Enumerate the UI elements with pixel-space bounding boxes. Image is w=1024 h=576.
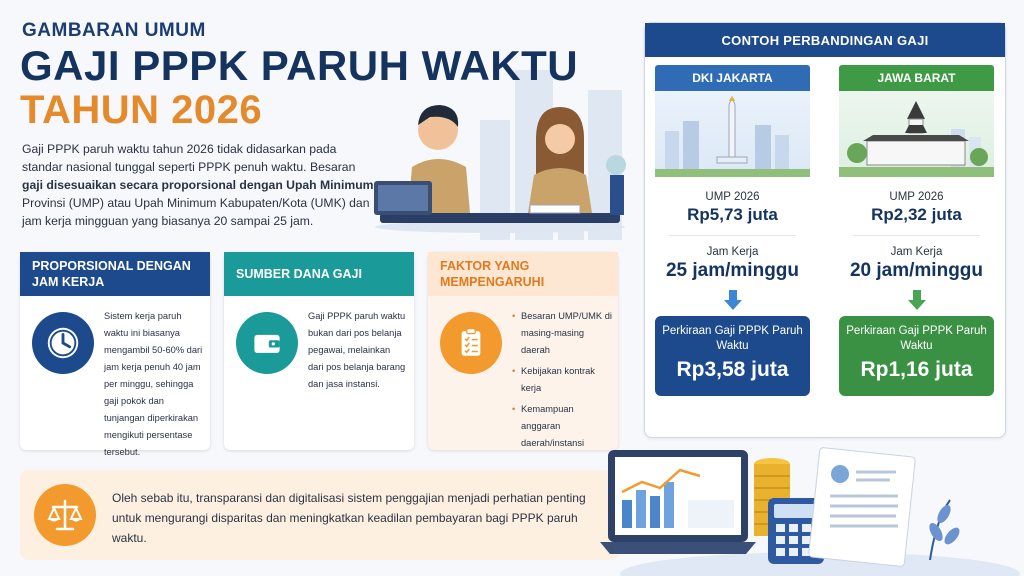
card-text: Gaji PPPK paruh waktu bukan dari pos belanja pegawai, melainkan dari pos belanja barang dan jasa instansi.	[308, 311, 406, 389]
factors-list	[512, 308, 612, 456]
hours-value: 25 jam/minggu	[665, 260, 800, 281]
result-label: Perkiraan Gaji PPPK Paruh Waktu	[662, 325, 803, 352]
scales-of-justice-icon	[34, 484, 96, 546]
ump-label: UMP 2026	[889, 191, 944, 203]
card-title: FAKTOR YANG MEMPENGARUHI	[428, 252, 618, 296]
clipboard-checklist-icon	[440, 312, 502, 374]
comparison-title: CONTOH PERBANDINGAN GAJI	[645, 23, 1005, 57]
region-column-jawa-barat	[839, 65, 994, 427]
region-name: DKI JAKARTA	[655, 65, 810, 91]
finance-devices-illustration	[600, 440, 1024, 576]
card-factors	[428, 252, 618, 450]
region-column-jakarta	[655, 65, 810, 427]
result-value: Rp3,58 juta	[676, 358, 789, 381]
result-label: Perkiraan Gaji PPPK Paruh Waktu	[846, 325, 987, 352]
conclusion-text: Oleh sebab itu, transparansi dan digitalisasi sistem penggajian menjadi perhatian penting untuk mengurangi disparitas dan meningkatkan keadilan pembayaran bagi PPPK paruh waktu.	[112, 491, 586, 545]
card-funding-source	[224, 252, 414, 450]
salary-comparison-panel	[644, 22, 1006, 438]
region-name: JAWA BARAT	[839, 65, 994, 91]
card-title: SUMBER DANA GAJI	[224, 252, 414, 296]
gedung-sate-illustration	[839, 91, 994, 177]
card-title: PROPORSIONAL DENGAN JAM KERJA	[20, 252, 210, 296]
ump-label: UMP 2026	[705, 191, 760, 203]
estimated-salary-box	[655, 316, 810, 396]
intro-paragraph: Gaji PPPK paruh waktu tahun 2026 tidak didasarkan pada standar nasional tunggal seperti PPPK penuh waktu. Besaran gaji disesuaikan secara proporsional dengan Upah Minimum Provinsi (UMP) atau Upah Minimum Kabupaten/Kota (UMK) dan jam kerja mingguan yang biasanya 20 sampai 25 jam.	[22, 142, 374, 228]
estimated-salary-box	[839, 316, 994, 396]
clock-icon	[32, 312, 94, 374]
ump-value: Rp2,32 juta	[871, 205, 962, 224]
hours-value: 20 jam/minggu	[849, 260, 984, 281]
wallet-icon	[236, 312, 298, 374]
card-text: Sistem kerja paruh waktu ini biasanya mengambil 50-60% dari jam kerja penuh 40 jam per minggu, sehingga gaji pokok dan tunjangan diperkirakan mengikuti persentase tersebut.	[104, 311, 203, 457]
monas-monument-illustration	[655, 91, 810, 177]
eyebrow-label: GAMBARAN UMUM	[22, 20, 206, 41]
result-value: Rp1,16 juta	[860, 358, 973, 381]
page-title: GAJI PPPK PARUH WAKTU	[20, 42, 579, 89]
arrow-down-icon	[839, 288, 994, 312]
arrow-down-icon	[655, 288, 810, 312]
list-item: • Kebijakan kontrak kerja	[512, 363, 612, 397]
ump-value: Rp5,73 juta	[687, 205, 778, 224]
page-subtitle-year: TAHUN 2026	[20, 88, 263, 132]
hours-label: Jam Kerja	[890, 246, 943, 258]
card-proportional	[20, 252, 210, 457]
conclusion-banner	[20, 470, 620, 560]
workers-illustration	[370, 95, 630, 235]
list-item: • Kemampuan anggaran daerah/instansi	[512, 401, 612, 452]
list-item: • Besaran UMP/UMK di masing-masing daerah	[512, 308, 612, 359]
hours-label: Jam Kerja	[706, 246, 759, 258]
